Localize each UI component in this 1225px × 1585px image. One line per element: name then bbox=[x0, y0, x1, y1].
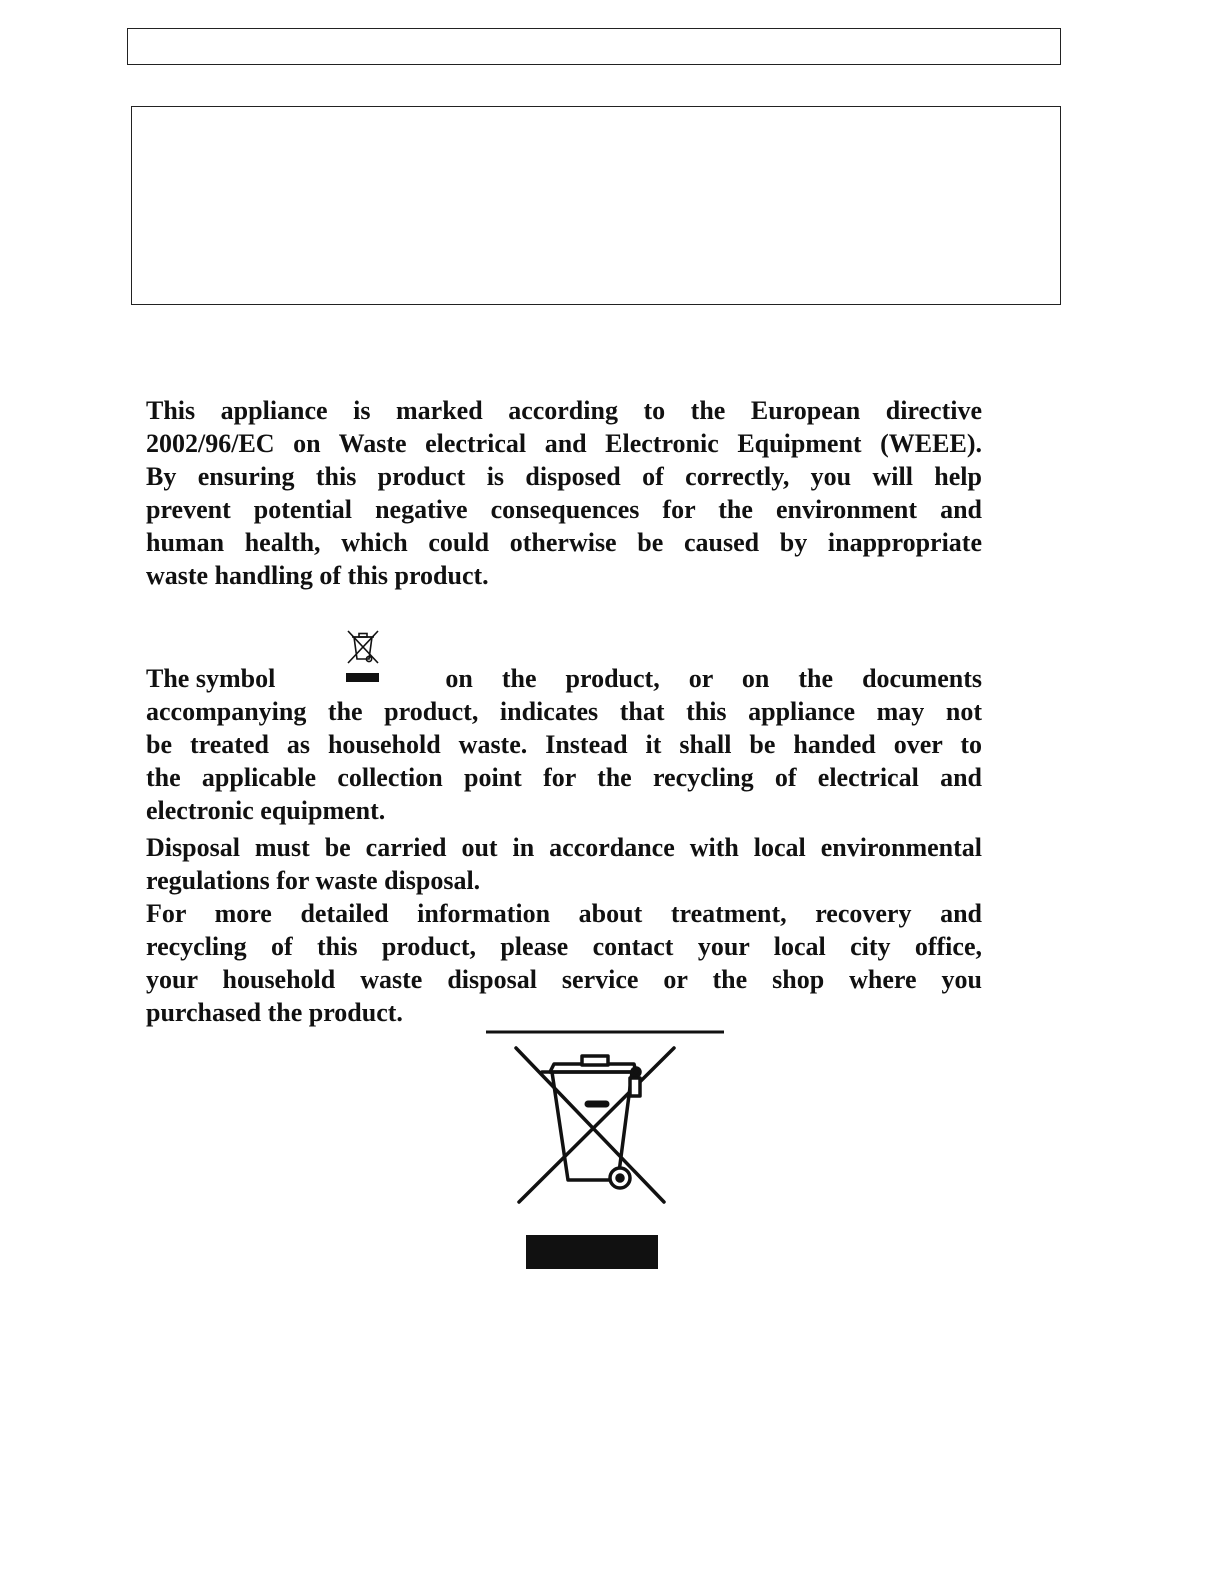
text-line: electronic equipment. bbox=[146, 796, 386, 825]
text-line: Disposal must be carried out in accordance with local environmental bbox=[146, 833, 982, 862]
weee-paragraph-regulations bbox=[146, 831, 982, 897]
symbol-line-after: on the product, or on the documents bbox=[445, 664, 982, 693]
text-line: waste handling of this product. bbox=[146, 561, 489, 590]
text-line: 2002/96/EC on Waste electrical and Electronic Equipment (WEEE). bbox=[146, 429, 982, 458]
text-line: the applicable collection point for the recycling of electrical and bbox=[146, 763, 982, 792]
text-line: be treated as household waste. Instead it shall be handed over to bbox=[146, 730, 982, 759]
text-line: accompanying the product, indicates that this appliance may not bbox=[146, 697, 982, 726]
text-line: For more detailed information about treatment, recovery and bbox=[146, 899, 982, 928]
text-line: recycling of this product, please contact your local city office, bbox=[146, 932, 982, 961]
symbol-line bbox=[146, 637, 982, 695]
symbol-line-before: The symbol bbox=[146, 664, 276, 693]
text-line: By ensuring this product is disposed of correctly, you will help bbox=[146, 462, 982, 491]
text-line: purchased the product. bbox=[146, 998, 403, 1027]
header-box bbox=[127, 28, 1061, 65]
text-line: regulations for waste disposal. bbox=[146, 866, 481, 895]
text-line: human health, which could otherwise be caused by inappropriate bbox=[146, 528, 982, 557]
crossed-out-wheeled-bin-icon bbox=[343, 629, 383, 687]
notice-box bbox=[131, 106, 1061, 305]
text-line: your household waste disposal service or the shop where you bbox=[146, 965, 982, 994]
weee-paragraph-directive bbox=[146, 394, 982, 592]
weee-paragraph-contact bbox=[146, 897, 982, 1029]
crossed-out-wheeled-bin-icon bbox=[486, 1030, 726, 1275]
weee-paragraph-symbol bbox=[146, 637, 982, 827]
text-line: prevent potential negative consequences for the environment and bbox=[146, 495, 982, 524]
text-line: This appliance is marked according to the European directive bbox=[146, 396, 982, 425]
